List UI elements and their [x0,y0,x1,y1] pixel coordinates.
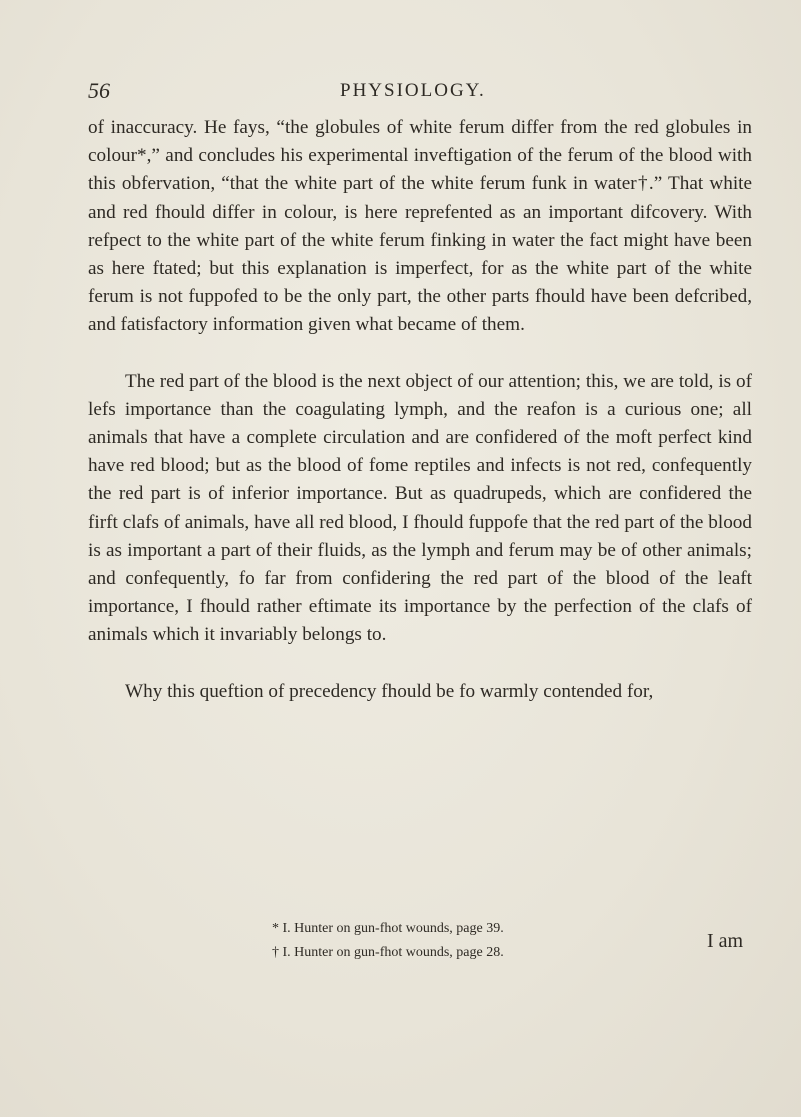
catchword: I am [707,930,744,952]
body-text [88,114,752,706]
page-header [88,78,728,106]
running-head: PHYSIOLOGY. [340,80,486,101]
paragraph-red-part: The red part of the blood is the next object of our attention; this, we are told, is of lefs importance than the coagulating lymph, and the reafon is a curious one; all animals that have a complete circulation and are confidered of the moft perfect kind have red blood; but as the blood of fome reptiles and infects is not red, confequently the red part is of inferior importance. But as quadrupeds, which are confidered the firft clafs of animals, have all red blood, I fhould fuppofe that the red part of the blood is as important a part of their fluids, as the lymph and ferum may be of other animals; and confequently, fo far from confidering the red part of the blood of the leaft importance, I fhould rather eftimate its importance by the perfection of the clafs of animals which it invariably belongs to. [88,370,752,646]
page-number: 56 [88,78,110,103]
footnotes [272,917,692,965]
paragraph-continued: of inaccuracy. He fays, “the globules of white ferum differ from the red globules in colour*,” and concludes his experimental inveftigation of the ferum of the blood with this obfervation, “that the white part of the white ferum funk in water†.” That white and red fhould differ in colour, is here reprefented as an important difcovery. With refpect to the white part of the white ferum finking in water the fact might have been as here ftated; but this explanation is imperfect, for as the white part of the white ferum is not fuppofed to be the only part, the other parts fhould have been defcribed, and fatisfactory information given what became of them. [88,117,752,336]
footnote-1: * I. Hunter on gun-fhot wounds, page 39. [272,921,504,936]
footnote-2: † I. Hunter on gun-fhot wounds, page 28. [272,945,504,960]
paragraph-precedency: Why this queftion of precedency fhould be fo warmly contended for, [125,680,654,702]
